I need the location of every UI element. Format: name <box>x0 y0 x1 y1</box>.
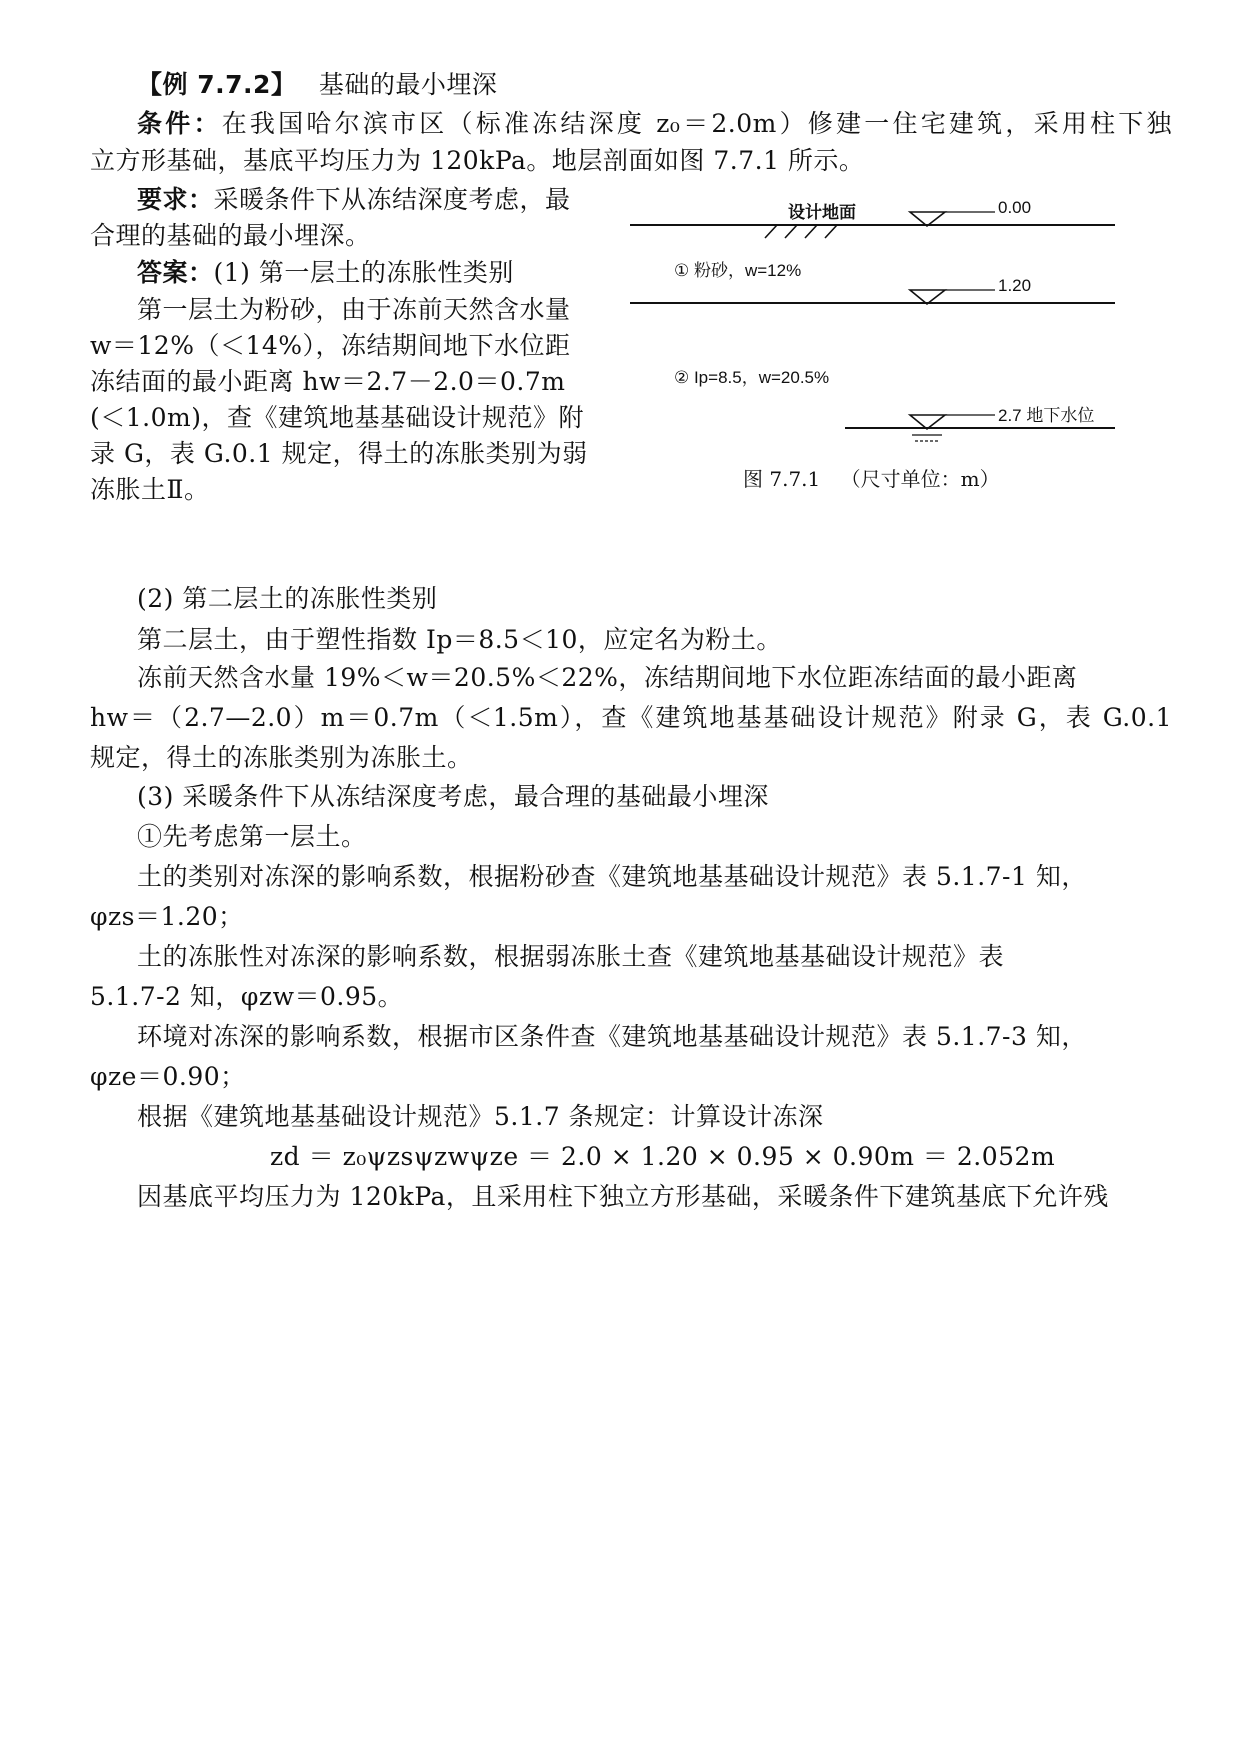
part2-line: hw＝（2.7—2.0）m＝0.7m（＜1.5m），查《建筑地基基础设计规范》附录 G，表 G.0.1 <box>90 703 1172 732</box>
figure-number: 图 7.7.1 <box>743 467 821 491</box>
part3-line: φze＝0.90； <box>90 1062 246 1091</box>
part3-line: 根据《建筑地基基础设计规范》5.1.7 条规定：计算设计冻深 <box>137 1102 824 1131</box>
layer1-bottom-elevation: 1.20 <box>998 276 1032 295</box>
figure-unit-note: （尺寸单位：m） <box>840 467 1000 491</box>
part1-line: 冻胀土Ⅱ。 <box>90 475 210 504</box>
conditions-label: 条件： <box>137 109 222 138</box>
part2-line: 规定，得土的冻胀类别为冻胀土。 <box>90 743 473 772</box>
part2-line: 第二层土，由于塑性指数 Ip＝8.5＜10，应定名为粉土。 <box>137 625 782 654</box>
ground-hatch <box>765 225 837 238</box>
requirement-line-2: 合理的基础的最小埋深。 <box>90 221 371 250</box>
part1-line: 冻结面的最小距离 hw＝2.7－2.0＝0.7m <box>90 367 566 396</box>
part3-subtitle: ①先考虑第一层土。 <box>137 822 367 851</box>
part1-line: w＝12%（＜14%），冻结期间地下水位距 <box>90 331 571 360</box>
example-heading <box>137 70 497 100</box>
water-level-marker <box>910 415 945 429</box>
soil-profile-figure <box>625 190 1130 470</box>
last-line: 因基底平均压力为 120kPa，且采用柱下独立方形基础，采暖条件下建筑基底下允许残 <box>137 1182 1109 1211</box>
part3-line: φzs＝1.20； <box>90 902 244 931</box>
layer2-label: ② Ip=8.5，w=20.5% <box>674 368 830 387</box>
conditions-line-2: 立方形基础，基底平均压力为 120kPa。地层剖面如图 7.7.1 所示。 <box>90 146 865 175</box>
conditions-line-1 <box>137 109 1172 139</box>
part3-line: 环境对冻深的影响系数，根据市区条件查《建筑地基基础设计规范》表 5.1.7-3 知， <box>137 1022 1087 1051</box>
part1-line: 录 G，表 G.0.1 规定，得土的冻胀类别为弱 <box>90 439 588 468</box>
part1-title: (1) 第一层土的冻胀性类别 <box>213 258 514 287</box>
part2-line: 冻前天然含水量 19%＜w＝20.5%＜22%，冻结期间地下水位距冻结面的最小距离 <box>137 663 1078 692</box>
requirement-text-1: 采暖条件下从冻结深度考虑，最 <box>213 185 571 214</box>
answer-heading <box>137 258 514 288</box>
ground-level-marker <box>910 212 945 226</box>
part1-line: (＜1.0m)，查《建筑地基基础设计规范》附 <box>90 403 584 432</box>
example-label: 【例 7.7.2】 <box>137 70 297 99</box>
ground-label: 设计地面 <box>788 203 856 222</box>
ground-elevation: 0.00 <box>998 198 1032 217</box>
part3-line: 5.1.7-2 知，φzw＝0.95。 <box>90 982 404 1011</box>
part3-title: (3) 采暖条件下从冻结深度考虑，最合理的基础最小埋深 <box>137 782 769 811</box>
part3-line: 土的冻胀性对冻深的影响系数，根据弱冻胀土查《建筑地基基础设计规范》表 <box>137 942 1005 971</box>
part1-line: 第一层土为粉砂，由于冻前天然含水量 <box>137 295 571 324</box>
water-dashes <box>912 435 942 441</box>
requirement-label: 要求： <box>137 185 214 214</box>
water-table-label: 2.7 地下水位 <box>998 406 1095 425</box>
freeze-depth-equation: zd ＝ z₀ψzsψzwψze ＝ 2.0 × 1.20 × 0.95 × 0.90m ＝ 2.052m <box>270 1142 1056 1171</box>
answer-label: 答案： <box>137 258 214 287</box>
example-title: 基础的最小埋深 <box>318 70 498 99</box>
requirement-line-1 <box>137 185 571 215</box>
part2-title: (2) 第二层土的冻胀性类别 <box>137 584 438 613</box>
layer1-level-marker <box>910 290 945 304</box>
layer1-label: ① 粉砂，w=12% <box>674 261 802 280</box>
conditions-text-1: 在我国哈尔滨市区（标准冻结深度 z₀＝2.0m）修建一住宅建筑，采用柱下独 <box>221 109 1172 138</box>
figure-caption <box>743 463 1000 492</box>
part3-line: 土的类别对冻深的影响系数，根据粉砂查《建筑地基基础设计规范》表 5.1.7-1 知， <box>137 862 1087 891</box>
